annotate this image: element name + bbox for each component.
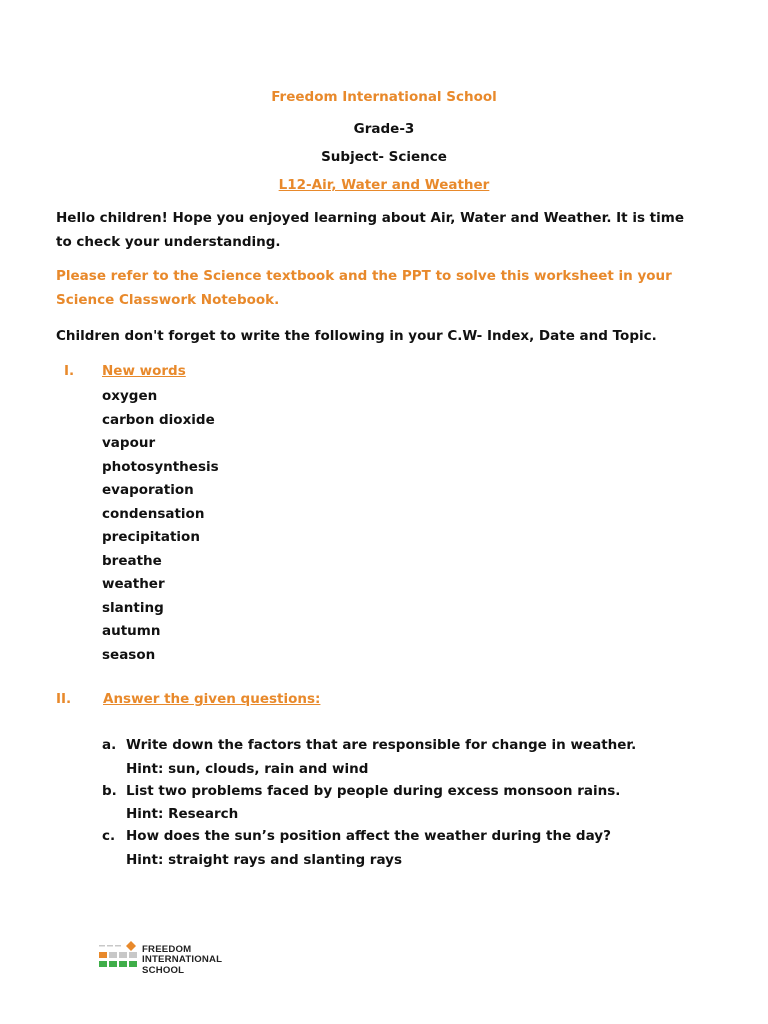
questions-list — [102, 734, 636, 871]
intro-greeting: Hello children! Hope you enjoyed learning about Air, Water and Weather. It is time to check your understanding. — [56, 210, 684, 250]
list-item: oxygen — [102, 388, 158, 404]
section1-title: New words — [102, 363, 186, 379]
question-item — [102, 734, 636, 780]
question-letter: a. — [102, 737, 117, 753]
logo-text: FREEDOM INTERNATIONAL SCHOOL — [142, 944, 223, 976]
question-hint: Hint: straight rays and slanting rays — [126, 851, 402, 868]
logo-mark-icon — [98, 941, 140, 975]
intro-instruction: Please refer to the Science textbook and the PPT to solve this worksheet in your Science Classwork Notebook. — [56, 268, 672, 308]
section1-numeral: I. — [64, 363, 75, 379]
list-item: autumn — [102, 623, 161, 639]
question-hint: Hint: sun, clouds, rain and wind — [126, 760, 369, 777]
question-text: List two problems faced by people during excess monsoon rains. — [126, 782, 621, 799]
question-item — [102, 825, 636, 871]
question-item — [102, 780, 636, 826]
list-item: vapour — [102, 435, 156, 451]
section2-title: Answer the given questions: — [103, 691, 321, 707]
question-letter: b. — [102, 782, 117, 799]
list-item: weather — [102, 576, 165, 592]
subject-label: Subject- Science — [321, 149, 447, 165]
question-text: How does the sun’s position affect the weather during the day? — [126, 828, 611, 844]
list-item: precipitation — [102, 529, 200, 545]
question-letter: c. — [102, 828, 116, 844]
new-words-list — [102, 385, 219, 667]
list-item: breathe — [102, 552, 162, 569]
list-item: carbon dioxide — [102, 411, 215, 428]
lesson-title: L12-Air, Water and Weather — [278, 177, 490, 193]
question-hint: Hint: Research — [126, 806, 239, 822]
question-text: Write down the factors that are responsible for change in weather. — [126, 737, 637, 753]
list-item: season — [102, 646, 156, 663]
school-name: Freedom International School — [271, 89, 497, 105]
section2-numeral: II. — [56, 691, 72, 707]
list-item: photosynthesis — [102, 458, 219, 475]
list-item: slanting — [102, 599, 164, 616]
intro-reminder: Children don't forget to write the following in your C.W- Index, Date and Topic. — [56, 328, 657, 344]
list-item: condensation — [102, 505, 205, 522]
list-item: evaporation — [102, 482, 194, 498]
grade-label: Grade-3 — [353, 121, 415, 137]
school-logo — [98, 941, 258, 977]
